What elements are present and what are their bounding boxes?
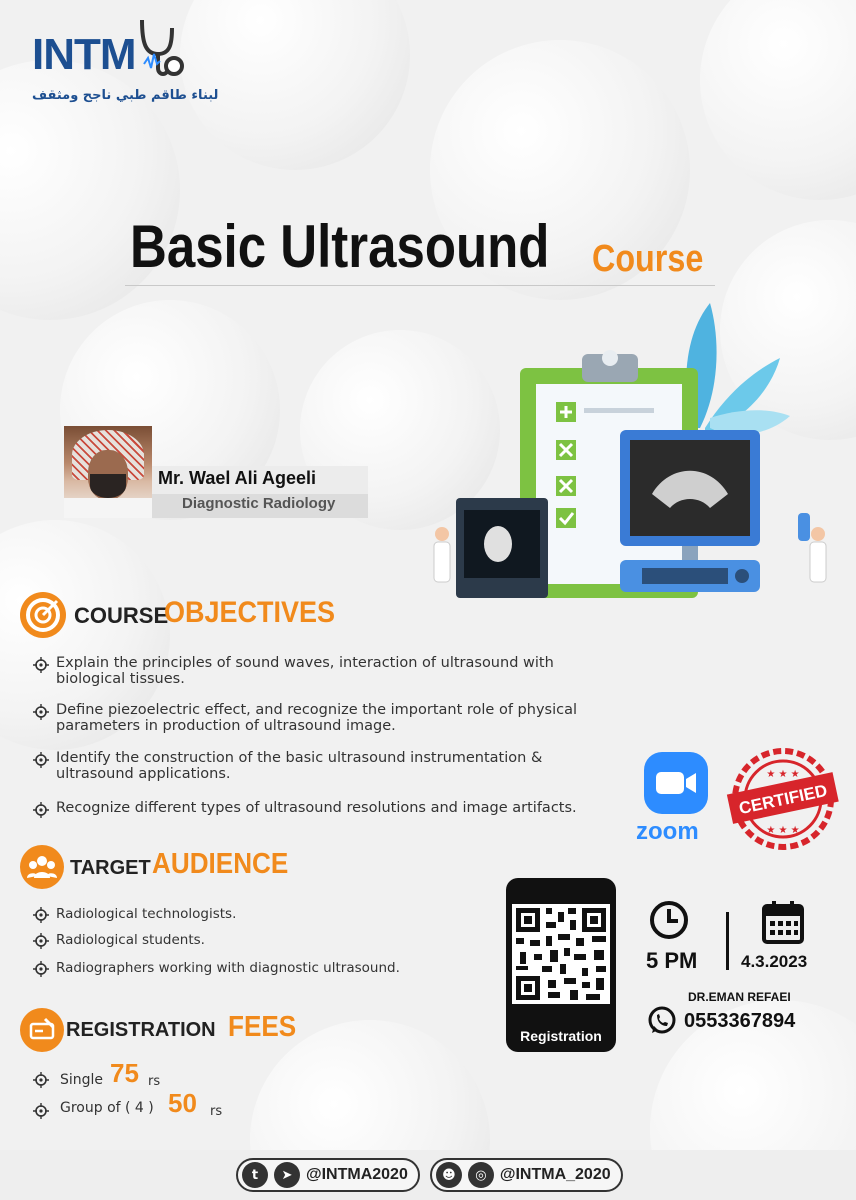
bullet-target-icon: [32, 751, 50, 769]
certified-badge: [725, 747, 841, 851]
zoom-icon: [644, 752, 708, 814]
svg-text:★ ★ ★: ★ ★ ★: [766, 825, 800, 836]
target-icon: [20, 592, 66, 638]
logo-text: INTM: [32, 30, 136, 79]
social-handle-1[interactable]: @INTMA2020: [306, 1166, 408, 1183]
audience-title-b: AUDIENCE: [152, 848, 289, 880]
audience-item: Radiological technologists.: [56, 906, 237, 922]
zoom-label: zoom: [636, 818, 699, 845]
audience-item: Radiographers working with diagnostic ultrasound.: [56, 960, 400, 976]
bullet-target-icon: [32, 656, 50, 674]
audience-icon: [20, 845, 64, 889]
calendar-icon: [760, 900, 806, 944]
schedule-divider: [726, 912, 729, 970]
clock-icon: [648, 898, 690, 942]
audience-title-a: TARGET: [70, 857, 151, 879]
social-group-1[interactable]: [236, 1158, 420, 1192]
contact-phone[interactable]: 0553367894: [684, 1010, 796, 1032]
objectives-title-b: OBJECTIVES: [164, 596, 336, 629]
fee-group-label: Group of ( 4 ): [60, 1100, 154, 1116]
objective-1-line2: biological tissues.: [56, 671, 185, 687]
objective-2-line2: parameters in production of ultrasound image.: [56, 718, 396, 734]
bullet-target-icon: [32, 932, 50, 950]
fees-title-b: FEES: [228, 1011, 297, 1043]
objective-4-line1: Recognize different types of ultrasound resolutions and image artifacts.: [56, 800, 577, 816]
fees-title-a: REGISTRATION: [66, 1019, 216, 1041]
fee-single-value: 75: [110, 1058, 139, 1088]
snapchat-icon[interactable]: ☻: [436, 1162, 462, 1188]
certified-label: CERTIFIED: [737, 780, 829, 819]
ultrasound-illustration: [420, 298, 840, 603]
contact-name: DR.EMAN REFAEI: [688, 990, 791, 1004]
instructor-name: Mr. Wael Ali Ageeli: [158, 468, 317, 488]
audience-item: Radiological students.: [56, 932, 205, 948]
fee-single-label: Single: [60, 1072, 104, 1088]
course-title-accent: Course: [592, 238, 704, 280]
social-group-2[interactable]: [430, 1158, 623, 1192]
whatsapp-icon: [646, 1005, 678, 1037]
bullet-target-icon: [32, 906, 50, 924]
objective-2-line1: Define piezoelectric effect, and recognize the important role of physical: [56, 702, 577, 718]
twitter-icon[interactable]: t: [242, 1162, 268, 1188]
objective-3-line2: ultrasound applications.: [56, 766, 231, 782]
objective-3-line1: Identify the construction of the basic ultrasound instrumentation &: [56, 750, 543, 766]
fee-group-unit: rs: [210, 1104, 223, 1119]
stethoscope-icon: [136, 14, 186, 84]
bullet-target-icon: [32, 1071, 50, 1089]
telegram-icon[interactable]: ➤: [274, 1162, 300, 1188]
svg-text:★ ★ ★: ★ ★ ★: [766, 769, 800, 780]
fee-group-value: 50: [168, 1088, 197, 1118]
registration-qr-code[interactable]: [512, 904, 610, 1004]
title-divider: [125, 285, 715, 286]
fees-icon: [20, 1008, 64, 1052]
logo: [32, 12, 219, 112]
objective-1-line1: Explain the principles of sound waves, interaction of ultrasound with: [56, 655, 554, 671]
session-time: 5 PM: [646, 948, 698, 973]
instructor-specialty: Diagnostic Radiology: [182, 495, 336, 512]
fee-single-unit: rs: [148, 1074, 161, 1089]
bullet-target-icon: [32, 1102, 50, 1120]
registration-label[interactable]: Registration: [520, 1028, 602, 1044]
objectives-title-a: COURSE: [74, 603, 169, 628]
social-links: [236, 1156, 623, 1194]
instagram-icon[interactable]: ◎: [468, 1162, 494, 1188]
session-date: 4.3.2023: [741, 952, 808, 971]
bullet-target-icon: [32, 703, 50, 721]
social-handle-2[interactable]: @INTMA_2020: [499, 1166, 611, 1183]
bullet-target-icon: [32, 801, 50, 819]
course-title: Basic Ultrasound: [130, 213, 550, 280]
bullet-target-icon: [32, 960, 50, 978]
instructor-photo: [64, 426, 152, 518]
logo-tagline: لبناء طاقم طبي ناجح ومثقف: [32, 88, 219, 103]
